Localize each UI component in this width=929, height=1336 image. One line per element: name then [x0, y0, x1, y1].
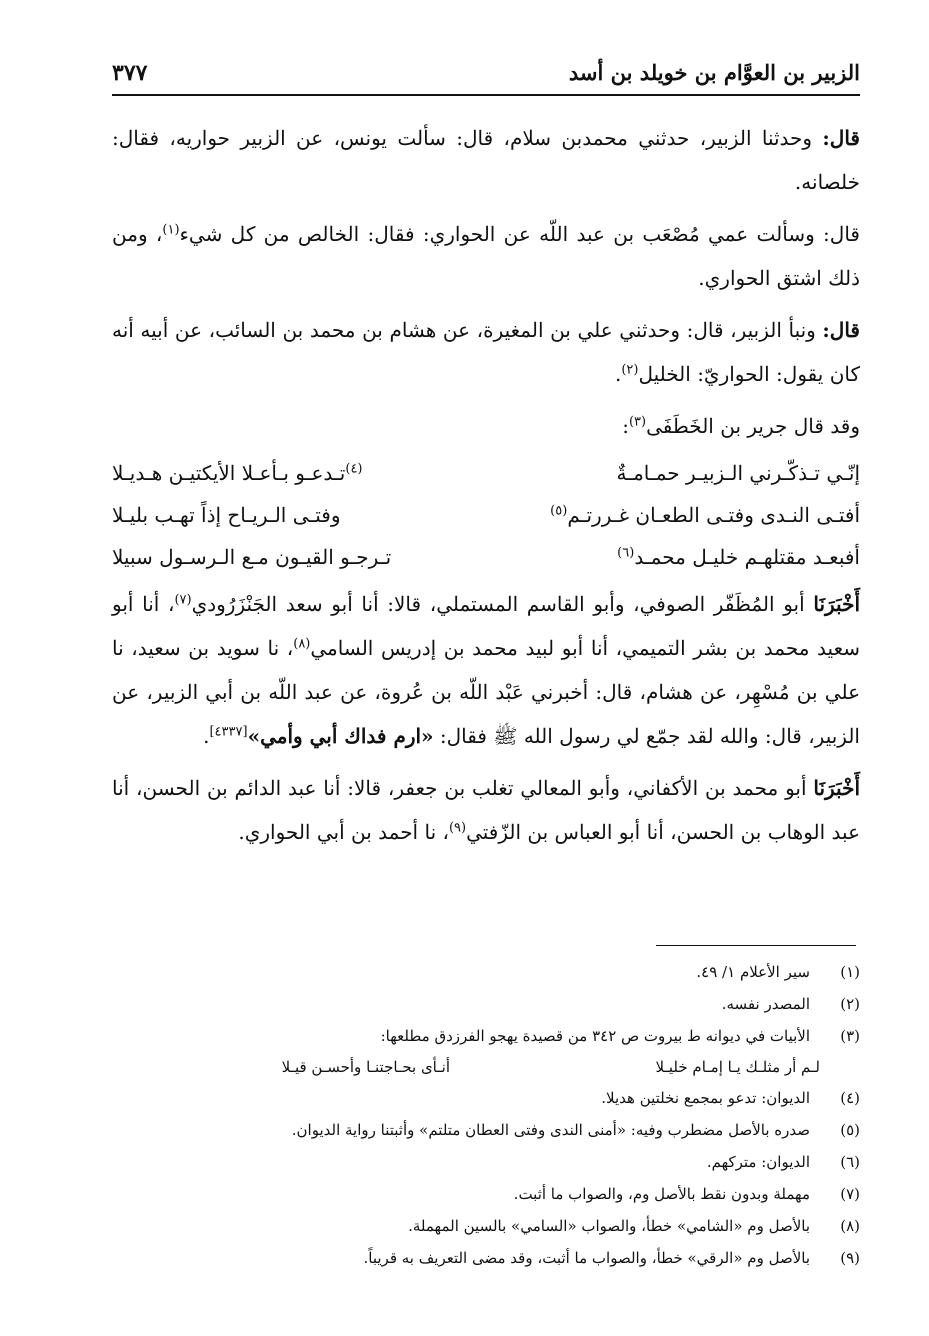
- footnote-number: (٤): [840, 1089, 860, 1107]
- footnote-text: مهملة وبدون نقط بالأصل وم، والصواب ما أثبت.: [513, 1185, 810, 1203]
- verse-text: أفبعـد مقتلهـم خليـل محمـد: [634, 545, 860, 569]
- footnote-item: [130, 1020, 860, 1052]
- hadith-number: [٤٣٣٧]: [209, 724, 248, 740]
- footnote-item: [130, 956, 860, 988]
- paragraph-text: .: [203, 724, 210, 748]
- verse-first-hemistich: [498, 494, 860, 536]
- footnote-number: (٨): [840, 1217, 860, 1235]
- footnote-ref[interactable]: (٤): [345, 461, 363, 477]
- verse-text: وفتـى الـريـاح إذاً تهـب بليـلا: [112, 503, 341, 527]
- footnote-ref[interactable]: (١): [162, 222, 180, 238]
- paragraph-1: [112, 116, 860, 204]
- header-rule: [112, 94, 860, 96]
- footnote-text: المصدر نفسه.: [721, 995, 810, 1013]
- paragraph-text: قال: وسألت عمي مُصْعَب بن عبد اللّه عن الحواري: فقال: الخالص من كل شيء: [179, 222, 860, 246]
- footnote-ref[interactable]: (٦): [617, 545, 635, 561]
- paragraph-3: [112, 308, 860, 396]
- poem-verse: [112, 452, 860, 494]
- footnote-item: [130, 1210, 860, 1242]
- footnote-text: سير الأعلام ١/ ٤٩.: [696, 963, 810, 981]
- paragraph-text: أبو المُظَفّر الصوفي، وأبو القاسم المستملي، قالا: أنا أبو سعد الجَنْزَرُودي: [191, 592, 814, 616]
- footnote-item: [130, 988, 860, 1020]
- verse-text: إنّـي تـذكّـرني الـزبيـر حمـامـةٌ: [616, 461, 860, 485]
- verse-text: أفتـى النـدى وفتـى الطعـان غـررتـم: [567, 503, 860, 527]
- verse-second-hemistich: أنـأى بحـاجتنـا وأحسـن قيـلا: [281, 1058, 450, 1076]
- page-header: [112, 58, 860, 92]
- footnote-number: (٢): [840, 995, 860, 1013]
- footnote-item: [130, 1082, 860, 1114]
- page-number: ٣٧٧: [112, 60, 148, 86]
- footnote-number: (٧): [840, 1185, 860, 1203]
- verse-first-hemistich: لـم أر مثلـك يـا إمـام خليـلا: [655, 1058, 820, 1076]
- footnote-ref[interactable]: (٥): [550, 503, 568, 519]
- paragraph-text: ، أنا أبو سعيد محمد بن بشر التميمي، أنا أبو لبيد محمد بن إدريس السامي: [112, 592, 860, 660]
- paragraph-text: .: [614, 362, 622, 386]
- footnote-number: (٦): [840, 1153, 860, 1171]
- paragraph-text: :: [622, 414, 629, 438]
- paragraph-text: ، نا سويد بن سعيد، نا علي بن مُسْهِر، عن هشام، قال: أخبرني عَبْد اللّه بن عُروة، عن عبد اللّه بن أبي الزبير، عن الزبير، قال: والله لقد جمّع لي رسول الله ﷺ فقال:: [112, 636, 860, 748]
- poem: [112, 452, 860, 578]
- footnote-item: [130, 1146, 860, 1178]
- isnad-paragraph-2: [112, 766, 860, 854]
- isnad-paragraph-1: [112, 582, 860, 758]
- running-title: الزبير بن العوَّام بن خويلد بن أسد: [568, 60, 860, 85]
- paragraph-lead: أَخْبَرَنَا: [813, 592, 860, 616]
- paragraph-text: وحدثنا الزبير، حدثني محمدبن سلام، قال: سألت يونس، عن الزبير حواريه، فقال: خلصانه.: [112, 126, 860, 194]
- footnote-text: صدره بالأصل مضطرب وفيه: «أمنى الندى وفتى العطان متلتم» وأثبتنا رواية الديوان.: [291, 1121, 810, 1139]
- footnote-number: (٣): [840, 1027, 860, 1045]
- footnote-text: بالأصل وم «الرقي» خطأ، والصواب ما أثبت، وقد مضى التعريف به قريباً.: [363, 1249, 810, 1267]
- footnote-text: الديوان: متركهم.: [706, 1153, 810, 1171]
- poem-verse: [112, 494, 860, 536]
- footnote-separator: [656, 945, 856, 946]
- footnote-item: [130, 1178, 860, 1210]
- footnote-number: (٩): [840, 1249, 860, 1267]
- verse-first-hemistich: [498, 452, 860, 494]
- paragraph-2: [112, 212, 860, 300]
- footnote-ref[interactable]: (٣): [628, 414, 647, 430]
- footnote-number: (٥): [840, 1121, 860, 1139]
- main-text: [112, 116, 860, 862]
- paragraph-text: ، ومن ذلك اشتق الحواري.: [112, 222, 860, 290]
- verse-second-hemistich: [112, 494, 474, 536]
- footnote-ref[interactable]: (٧): [174, 592, 192, 608]
- footnote-item: [130, 1242, 860, 1274]
- footnotes: [130, 956, 860, 1274]
- paragraph-text: ، نا أحمد بن أبي الحواري.: [238, 820, 449, 844]
- footnote-ref[interactable]: (٢): [621, 362, 639, 378]
- paragraph-text: وقد قال جرير بن الخَطَفَى: [646, 414, 860, 438]
- poem-verse: [112, 536, 860, 578]
- paragraph-lead: أَخْبَرَنَا: [813, 776, 860, 800]
- verse-second-hemistich: [112, 452, 474, 494]
- footnote-text: بالأصل وم «الشامي» خطأ، والصواب «السامي» بالسين المهملة.: [408, 1217, 810, 1235]
- paragraph-text: ونبأ الزبير، قال: وحدثني علي بن المغيرة، عن هشام بن محمد بن السائب، عن أبيه أنه كان يقول: الحواريّ: الخليل: [112, 318, 860, 386]
- footnote-item: [130, 1114, 860, 1146]
- footnote-verse: [130, 1052, 860, 1082]
- paragraph-lead: قال:: [822, 126, 860, 150]
- footnote-text: الديوان: تدعو بمجمع نخلتين هديلا.: [601, 1089, 810, 1107]
- verse-first-hemistich: [498, 536, 860, 578]
- paragraph-4: [112, 404, 860, 448]
- footnote-text: الأبيات في ديوانه ط بيروت ص ٣٤٢ من قصيدة يهجو الفرزدق مطلعها:: [380, 1027, 810, 1045]
- hadith-quote: «ارم فداك أبي وأمي»: [247, 724, 434, 748]
- footnote-number: (١): [840, 963, 860, 981]
- footnote-ref[interactable]: (٨): [293, 636, 311, 652]
- verse-text: تـرجـو القيـون مـع الـرسـول سبيلا: [112, 545, 392, 569]
- verse-second-hemistich: [112, 536, 474, 578]
- paragraph-text: أبو محمد بن الأكفاني، وأبو المعالي تغلب بن جعفر، قالا: أنا عبد الدائم بن الحسن، أنا عبد الوهاب بن الحسن، أنا أبو العباس بن الزّفتي: [112, 776, 860, 844]
- footnote-ref[interactable]: (٩): [448, 820, 467, 836]
- verse-text: تـدعـو بـأعـلا الأيكتيـن هـديـلا: [112, 461, 346, 485]
- paragraph-lead: قال:: [822, 318, 860, 342]
